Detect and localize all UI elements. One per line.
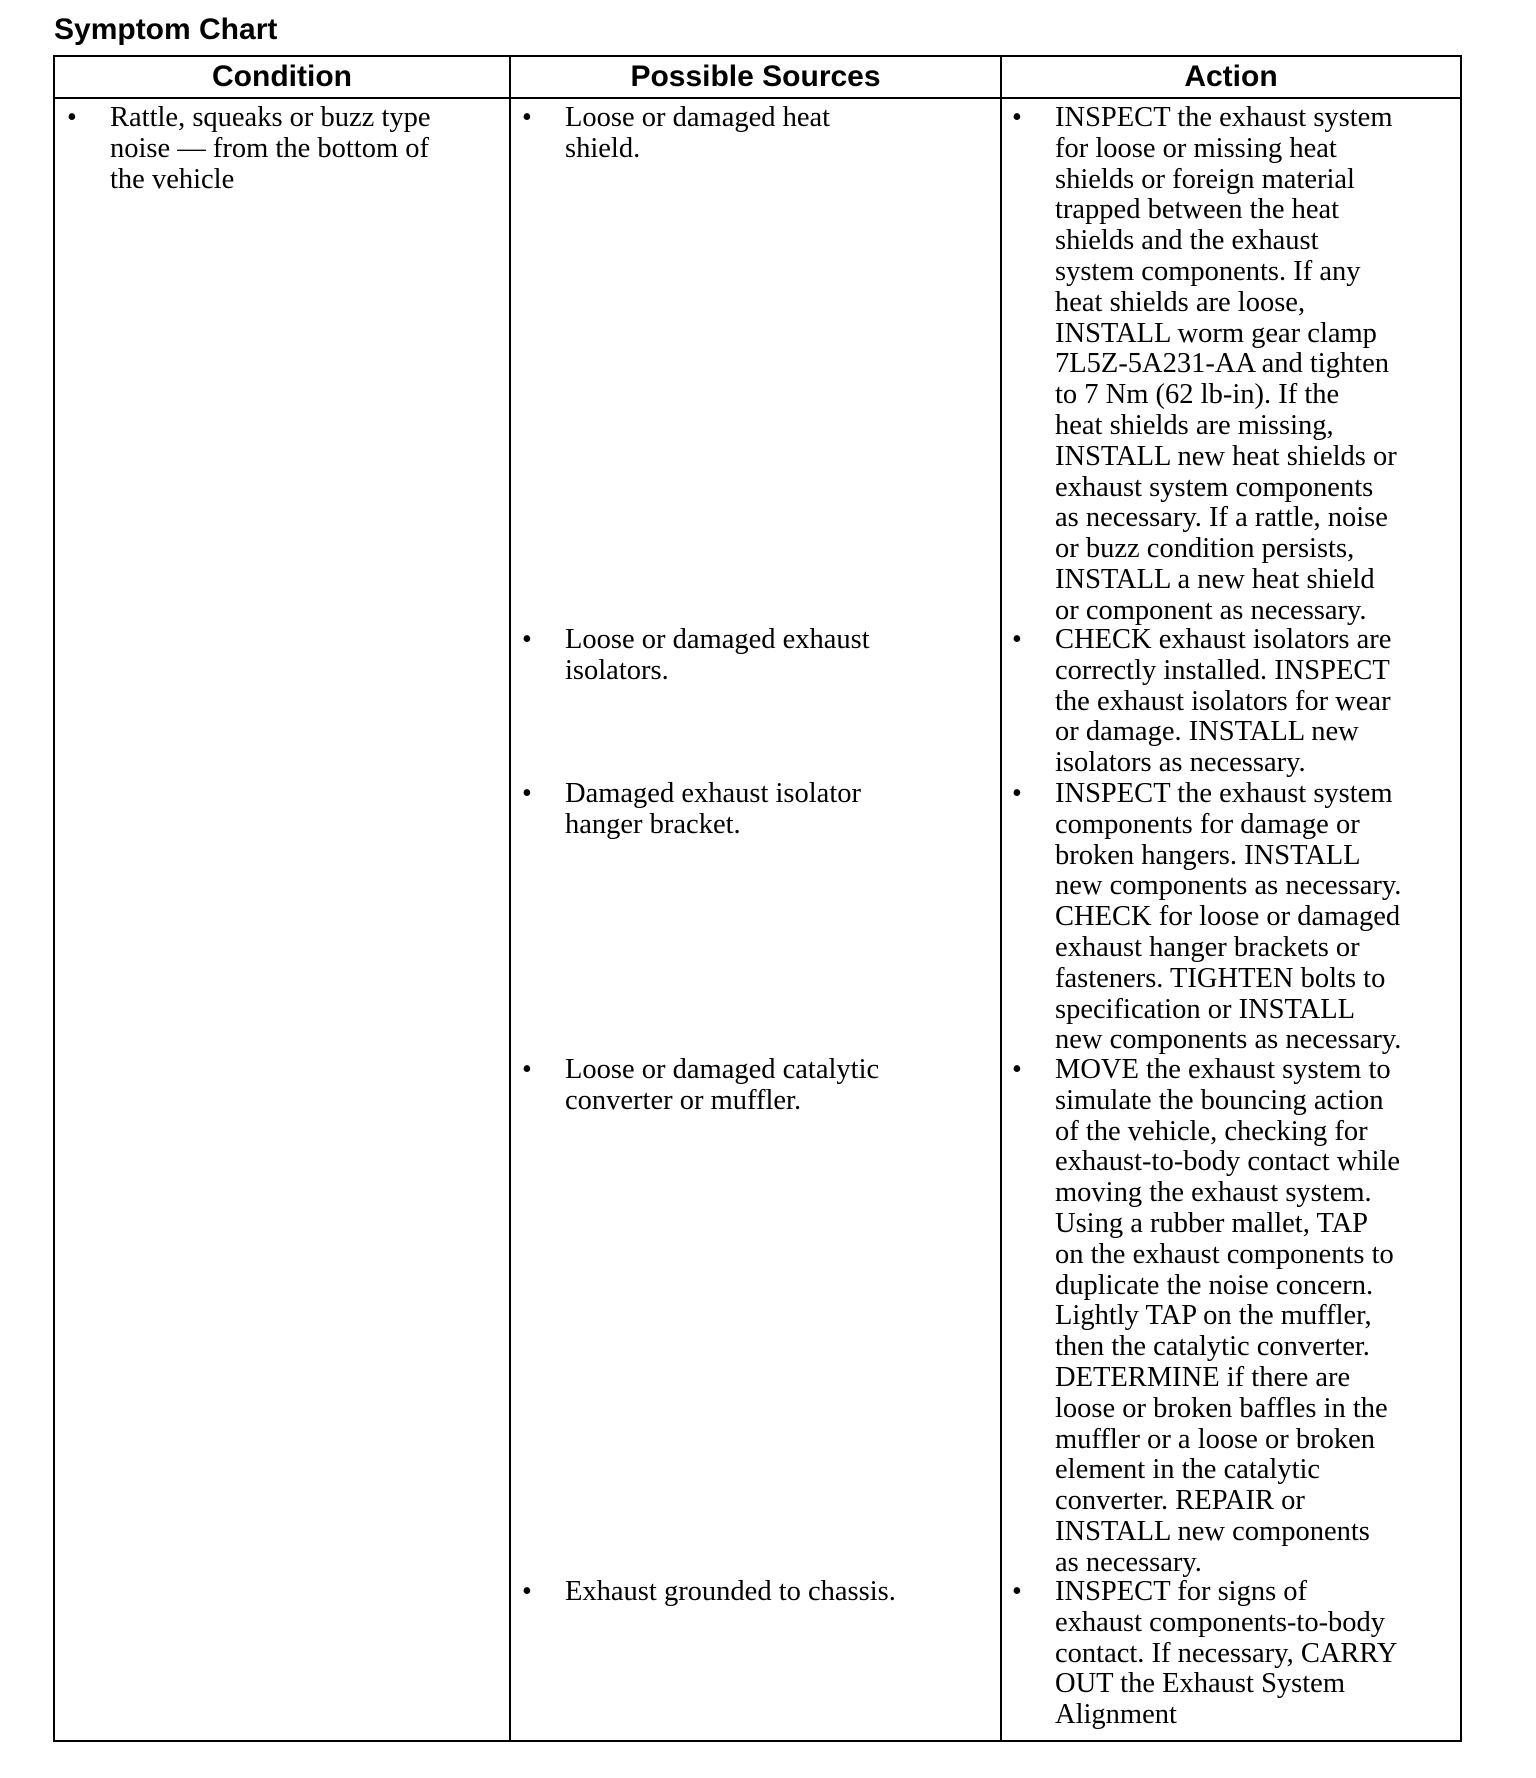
header-action: Action — [1184, 60, 1278, 93]
bullet-icon: • — [522, 624, 532, 655]
header-condition: Condition — [212, 60, 352, 93]
source-text: Exhaust grounded to chassis. — [565, 1576, 896, 1607]
condition-text: Rattle, squeaks or buzz type noise — from the bottom of the vehicle — [110, 102, 431, 195]
symptom-chart-table — [53, 55, 1462, 1742]
action-text: MOVE the exhaust system to simulate the bouncing action of the vehicle, checking for exhaust-to-body contact while moving the exhaust system. Using a rubber mallet, TAP on the exhaust components to duplicate the noise concern. Lightly TAP on the muffler, then the catalytic converter. DETERMINE if there are loose or broken baffles in the muffler or a loose or broken element in the catalytic converter. REPAIR or INSTALL new components as necessary. — [1055, 1054, 1401, 1578]
bullet-icon: • — [522, 1054, 532, 1085]
bullet-icon: • — [1012, 102, 1022, 133]
source-text: Loose or damaged heat shield. — [565, 102, 831, 164]
action-text: INSPECT the exhaust system components for damage or broken hangers. INSTALL new components as necessary. CHECK for loose or damaged exhaust hanger brackets or fasteners. TIGHTEN bolts to specification or INSTALL new components as necessary. — [1055, 778, 1402, 1056]
bullet-icon: • — [1012, 1054, 1022, 1085]
bullet-icon: • — [67, 102, 77, 133]
bullet-icon: • — [1012, 1576, 1022, 1607]
action-text: INSPECT the exhaust system for loose or missing heat shields or foreign material trapped between the heat shields and the exhaust system components. If any heat shields are loose, INSTALL worm gear clamp 7L5Z-5A231-AA and tighten to 7 Nm (62 lb-in). If the heat shields are missing, INSTALL new heat shields or exhaust system components as necessary. If a rattle, noise or buzz condition persists, INSTALL a new heat shield or component as necessary. — [1055, 102, 1397, 626]
header-possible-sources: Possible Sources — [630, 60, 881, 93]
column-divider — [1000, 57, 1002, 1740]
page-title: Symptom Chart — [54, 13, 278, 46]
source-text: Damaged exhaust isolator hanger bracket. — [565, 778, 861, 840]
bullet-icon: • — [522, 102, 532, 133]
action-text: INSPECT for signs of exhaust components-to-body contact. If necessary, CARRY OUT the Exhaust System Alignment — [1055, 1576, 1398, 1731]
table-header-row — [55, 57, 1460, 99]
bullet-icon: • — [522, 1576, 532, 1607]
source-text: Loose or damaged exhaust isolators. — [565, 624, 870, 686]
source-text: Loose or damaged catalytic converter or muffler. — [565, 1054, 880, 1116]
bullet-icon: • — [1012, 778, 1022, 809]
bullet-icon: • — [1012, 624, 1022, 655]
action-text: CHECK exhaust isolators are correctly installed. INSPECT the exhaust isolators for wear or damage. INSTALL new isolators as necessary. — [1055, 624, 1392, 779]
column-divider — [509, 57, 511, 1740]
bullet-icon: • — [522, 778, 532, 809]
